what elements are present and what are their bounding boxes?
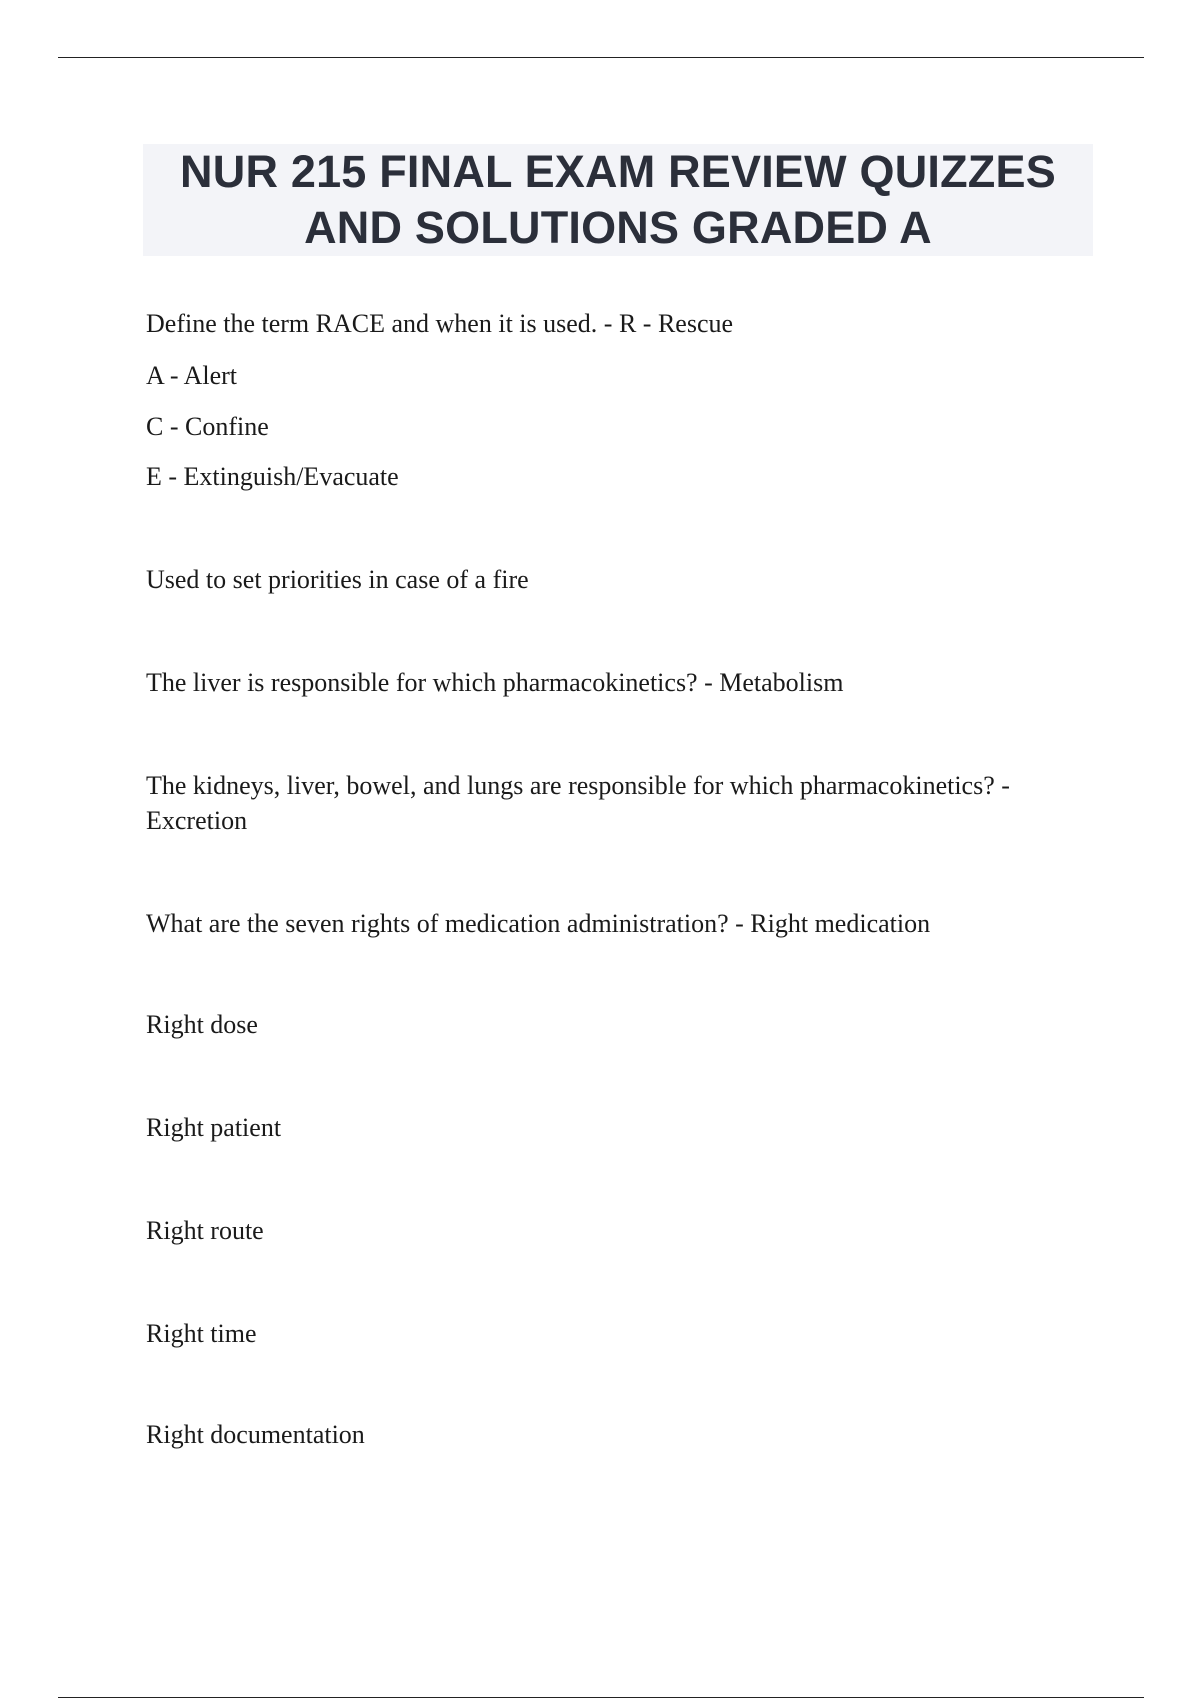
answer-line-extinguish: E - Extinguish/Evacuate [146, 462, 399, 491]
title-line-2: AND SOLUTIONS GRADED A [304, 202, 932, 253]
title-banner [143, 144, 1093, 256]
answer-line-excretion: Excretion [146, 806, 248, 835]
question-liver: The liver is responsible for which pharmacokinetics? - Metabolism [146, 668, 844, 697]
answer-line-right-patient: Right patient [146, 1113, 282, 1142]
question-excretion: The kidneys, liver, bowel, and lungs are responsible for which pharmacokinetics? - [146, 771, 1010, 800]
top-rule [58, 57, 1144, 58]
answer-line-right-time: Right time [146, 1319, 257, 1348]
question-seven-rights: What are the seven rights of medication administration? - Right medication [146, 909, 931, 938]
answer-line-alert: A - Alert [146, 361, 237, 390]
answer-line-priorities: Used to set priorities in case of a fire [146, 565, 529, 594]
answer-line-right-documentation: Right documentation [146, 1420, 365, 1449]
question-race: Define the term RACE and when it is used. - R - Rescue [146, 309, 734, 338]
answer-line-confine: C - Confine [146, 412, 269, 441]
answer-line-right-dose: Right dose [146, 1010, 258, 1039]
bottom-rule [58, 1697, 1144, 1698]
answer-line-right-route: Right route [146, 1216, 264, 1245]
page-title [180, 144, 1056, 256]
title-line-1: NUR 215 FINAL EXAM REVIEW QUIZZES [180, 146, 1056, 197]
